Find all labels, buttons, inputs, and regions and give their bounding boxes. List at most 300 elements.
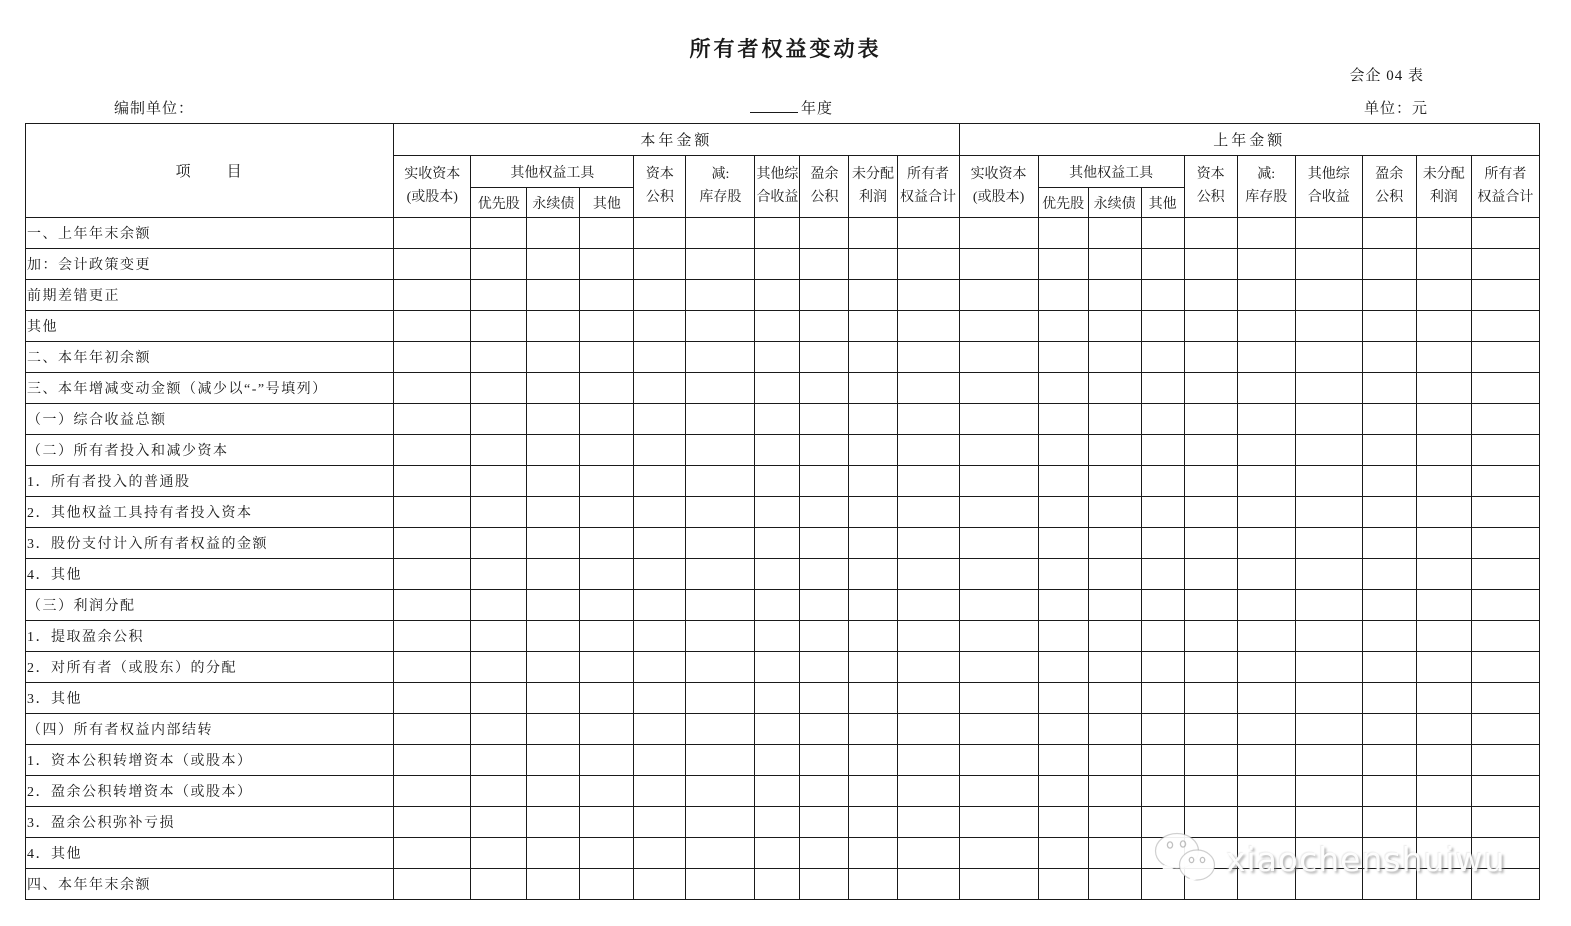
amount-cell — [897, 342, 959, 373]
amount-cell — [394, 559, 471, 590]
amount-cell — [1416, 838, 1471, 869]
amount-cell — [1184, 621, 1237, 652]
table-row — [26, 838, 1540, 869]
amount-cell — [1141, 683, 1184, 714]
amount-cell — [849, 838, 897, 869]
amount-cell — [1295, 373, 1362, 404]
amount-cell — [686, 373, 755, 404]
row-label: （一）综合收益总额 — [26, 404, 394, 435]
table-row — [26, 621, 1540, 652]
amount-cell — [1237, 559, 1295, 590]
amount-cell — [686, 714, 755, 745]
amount-cell — [1295, 838, 1362, 869]
amount-cell — [686, 311, 755, 342]
amount-cell — [580, 311, 634, 342]
amount-cell — [471, 683, 527, 714]
amount-cell — [1295, 342, 1362, 373]
amount-cell — [394, 745, 471, 776]
amount-cell — [1416, 714, 1471, 745]
amount-cell — [527, 342, 580, 373]
amount-cell — [1416, 311, 1471, 342]
amount-cell — [1141, 311, 1184, 342]
amount-cell — [800, 249, 849, 280]
th-other-comprehensive-income-current — [755, 156, 800, 218]
amount-cell — [686, 466, 755, 497]
amount-cell — [634, 745, 686, 776]
amount-cell — [580, 869, 634, 900]
amount-cell — [1471, 435, 1539, 466]
amount-cell — [1362, 342, 1416, 373]
amount-cell — [1471, 745, 1539, 776]
amount-cell — [1184, 249, 1237, 280]
amount-cell — [686, 435, 755, 466]
th-perpetual-bonds-prior: 永续债 — [1088, 188, 1141, 218]
amount-cell — [1362, 373, 1416, 404]
amount-cell — [1237, 435, 1295, 466]
amount-cell — [1184, 342, 1237, 373]
amount-cell — [897, 497, 959, 528]
amount-cell — [1471, 838, 1539, 869]
amount-cell — [959, 280, 1038, 311]
amount-cell — [394, 497, 471, 528]
table-row — [26, 776, 1540, 807]
th-total-owners-equity-current — [897, 156, 959, 218]
amount-cell — [1141, 714, 1184, 745]
prepared-by-label: 编制单位： — [114, 101, 195, 117]
amount-cell — [897, 559, 959, 590]
amount-cell — [1038, 497, 1088, 528]
amount-cell — [755, 621, 800, 652]
amount-cell — [527, 869, 580, 900]
amount-cell — [1141, 776, 1184, 807]
amount-cell — [1416, 249, 1471, 280]
amount-cell — [959, 528, 1038, 559]
amount-cell — [959, 311, 1038, 342]
row-label: 2．盈余公积转增资本（或股本） — [26, 776, 394, 807]
amount-cell — [527, 621, 580, 652]
th-line: 权益合计 — [900, 189, 957, 205]
amount-cell — [1416, 807, 1471, 838]
table-row — [26, 218, 1540, 249]
amount-cell — [1141, 838, 1184, 869]
amount-cell — [1237, 683, 1295, 714]
amount-cell — [959, 683, 1038, 714]
amount-cell — [755, 714, 800, 745]
amount-cell — [527, 559, 580, 590]
row-label: 1．所有者投入的普通股 — [26, 466, 394, 497]
amount-cell — [1038, 435, 1088, 466]
th-line: 减: — [1257, 166, 1276, 182]
amount-cell — [471, 280, 527, 311]
amount-cell — [1038, 838, 1088, 869]
amount-cell — [634, 590, 686, 621]
amount-cell — [1088, 652, 1141, 683]
row-label: 前期差错更正 — [26, 280, 394, 311]
unit-label: 单位：元 — [1363, 101, 1428, 117]
amount-cell — [394, 621, 471, 652]
amount-cell — [634, 466, 686, 497]
amount-cell — [1295, 249, 1362, 280]
th-line: 权益合计 — [1477, 189, 1534, 205]
amount-cell — [527, 466, 580, 497]
table-row — [26, 590, 1540, 621]
th-total-owners-equity-prior — [1471, 156, 1539, 218]
amount-cell — [527, 683, 580, 714]
amount-cell — [1295, 745, 1362, 776]
row-label: 4．其他 — [26, 559, 394, 590]
amount-cell — [394, 683, 471, 714]
amount-cell — [471, 435, 527, 466]
amount-cell — [1038, 714, 1088, 745]
amount-cell — [1362, 745, 1416, 776]
th-line: 未分配 — [1422, 166, 1465, 182]
amount-cell — [580, 559, 634, 590]
amount-cell — [580, 435, 634, 466]
amount-cell — [1416, 497, 1471, 528]
row-label: 2．对所有者（或股东）的分配 — [26, 652, 394, 683]
amount-cell — [1141, 559, 1184, 590]
amount-cell — [897, 869, 959, 900]
amount-cell — [800, 280, 849, 311]
amount-cell — [755, 745, 800, 776]
amount-cell — [755, 776, 800, 807]
row-label: 1．资本公积转增资本（或股本） — [26, 745, 394, 776]
row-label: 四、本年年末余额 — [26, 869, 394, 900]
amount-cell — [1088, 466, 1141, 497]
th-line: (或股本) — [406, 189, 458, 205]
amount-cell — [1237, 838, 1295, 869]
amount-cell — [686, 590, 755, 621]
amount-cell — [634, 838, 686, 869]
amount-cell — [959, 652, 1038, 683]
watermark-text: xiaochenshuiwu — [1226, 840, 1506, 879]
amount-cell — [1038, 342, 1088, 373]
amount-cell — [1471, 342, 1539, 373]
amount-cell — [1088, 683, 1141, 714]
amount-cell — [1141, 280, 1184, 311]
amount-cell — [1141, 497, 1184, 528]
amount-cell — [849, 652, 897, 683]
amount-cell — [1088, 590, 1141, 621]
th-preferred-shares-prior: 优先股 — [1038, 188, 1088, 218]
amount-cell — [527, 404, 580, 435]
amount-cell — [800, 311, 849, 342]
amount-cell — [471, 838, 527, 869]
row-label: 3．股份支付计入所有者权益的金额 — [26, 528, 394, 559]
row-label: 4．其他 — [26, 838, 394, 869]
amount-cell — [1295, 435, 1362, 466]
amount-cell — [959, 435, 1038, 466]
amount-cell — [1416, 621, 1471, 652]
amount-cell — [527, 528, 580, 559]
amount-cell — [1038, 621, 1088, 652]
amount-cell — [1362, 528, 1416, 559]
amount-cell — [527, 249, 580, 280]
amount-cell — [471, 373, 527, 404]
amount-cell — [849, 559, 897, 590]
table-row — [26, 807, 1540, 838]
amount-cell — [1237, 652, 1295, 683]
amount-cell — [527, 311, 580, 342]
amount-cell — [1416, 466, 1471, 497]
amount-cell — [686, 404, 755, 435]
amount-cell — [849, 342, 897, 373]
row-label: 一、上年年末余额 — [26, 218, 394, 249]
amount-cell — [1237, 342, 1295, 373]
amount-cell — [1295, 869, 1362, 900]
th-less-treasury-shares-prior — [1237, 156, 1295, 218]
amount-cell — [471, 869, 527, 900]
amount-cell — [1362, 683, 1416, 714]
amount-cell — [800, 807, 849, 838]
amount-cell — [686, 838, 755, 869]
amount-cell — [471, 652, 527, 683]
amount-cell — [1416, 528, 1471, 559]
amount-cell — [634, 807, 686, 838]
amount-cell — [580, 466, 634, 497]
amount-cell — [634, 404, 686, 435]
table-row — [26, 249, 1540, 280]
amount-cell — [580, 280, 634, 311]
amount-cell — [1038, 559, 1088, 590]
row-label: 1．提取盈余公积 — [26, 621, 394, 652]
amount-cell — [1295, 652, 1362, 683]
amount-cell — [1237, 807, 1295, 838]
amount-cell — [897, 218, 959, 249]
amount-cell — [959, 807, 1038, 838]
amount-cell — [897, 280, 959, 311]
amount-cell — [849, 311, 897, 342]
th-line: 减: — [711, 166, 730, 182]
amount-cell — [755, 807, 800, 838]
amount-cell — [849, 280, 897, 311]
amount-cell — [1141, 590, 1184, 621]
amount-cell — [394, 714, 471, 745]
amount-cell — [527, 714, 580, 745]
row-label: （四）所有者权益内部结转 — [26, 714, 394, 745]
amount-cell — [580, 528, 634, 559]
amount-cell — [800, 435, 849, 466]
amount-cell — [1362, 311, 1416, 342]
amount-cell — [755, 404, 800, 435]
amount-cell — [1088, 714, 1141, 745]
amount-cell — [1295, 466, 1362, 497]
amount-cell — [849, 869, 897, 900]
th-surplus-reserve-prior — [1362, 156, 1416, 218]
amount-cell — [1237, 404, 1295, 435]
amount-cell — [686, 497, 755, 528]
amount-cell — [1471, 652, 1539, 683]
th-line: 盈余 — [810, 166, 839, 182]
row-label: 其他 — [26, 311, 394, 342]
table-row — [26, 497, 1540, 528]
amount-cell — [634, 373, 686, 404]
amount-cell — [580, 838, 634, 869]
amount-cell — [897, 311, 959, 342]
amount-cell — [1416, 373, 1471, 404]
th-paid-in-capital-current — [394, 156, 471, 218]
th-line: 所有者 — [907, 166, 950, 182]
th-capital-reserve-prior — [1184, 156, 1237, 218]
amount-cell — [634, 683, 686, 714]
amount-cell — [959, 342, 1038, 373]
amount-cell — [1362, 435, 1416, 466]
amount-cell — [959, 497, 1038, 528]
row-label: 三、本年增减变动金额（减少以“-”号填列） — [26, 373, 394, 404]
amount-cell — [800, 218, 849, 249]
amount-cell — [1362, 869, 1416, 900]
amount-cell — [471, 528, 527, 559]
amount-cell — [1038, 280, 1088, 311]
amount-cell — [1362, 714, 1416, 745]
amount-cell — [634, 280, 686, 311]
amount-cell — [897, 590, 959, 621]
amount-cell — [1416, 280, 1471, 311]
amount-cell — [1184, 559, 1237, 590]
th-other-equity-instruments-prior: 其他权益工具 — [1038, 156, 1184, 188]
amount-cell — [1141, 528, 1184, 559]
amount-cell — [634, 559, 686, 590]
amount-cell — [634, 528, 686, 559]
row-label: 二、本年年初余额 — [26, 342, 394, 373]
amount-cell — [1416, 869, 1471, 900]
amount-cell — [580, 218, 634, 249]
amount-cell — [1141, 435, 1184, 466]
amount-cell — [1088, 435, 1141, 466]
amount-cell — [471, 714, 527, 745]
amount-cell — [755, 652, 800, 683]
amount-cell — [1471, 807, 1539, 838]
amount-cell — [686, 559, 755, 590]
amount-cell — [959, 869, 1038, 900]
amount-cell — [527, 745, 580, 776]
amount-cell — [1141, 652, 1184, 683]
amount-cell — [1088, 528, 1141, 559]
amount-cell — [1237, 466, 1295, 497]
amount-cell — [755, 435, 800, 466]
amount-cell — [1416, 342, 1471, 373]
table-row — [26, 652, 1540, 683]
amount-cell — [800, 559, 849, 590]
amount-cell — [1295, 807, 1362, 838]
amount-cell — [1088, 869, 1141, 900]
amount-cell — [959, 621, 1038, 652]
amount-cell — [527, 218, 580, 249]
th-perpetual-bonds-current: 永续债 — [527, 188, 580, 218]
amount-cell — [527, 807, 580, 838]
amount-cell — [471, 249, 527, 280]
amount-cell — [1141, 466, 1184, 497]
amount-cell — [959, 838, 1038, 869]
amount-cell — [800, 466, 849, 497]
amount-cell — [959, 373, 1038, 404]
amount-cell — [1295, 218, 1362, 249]
th-other-instruments-current: 其他 — [580, 188, 634, 218]
amount-cell — [1088, 807, 1141, 838]
amount-cell — [849, 776, 897, 807]
th-line: 其他综 — [1307, 166, 1350, 182]
amount-cell — [1088, 497, 1141, 528]
amount-cell — [394, 280, 471, 311]
table-row — [26, 466, 1540, 497]
amount-cell — [1088, 373, 1141, 404]
amount-cell — [580, 776, 634, 807]
amount-cell — [580, 807, 634, 838]
th-line: 其他综 — [756, 166, 799, 182]
amount-cell — [1038, 373, 1088, 404]
amount-cell — [580, 714, 634, 745]
amount-cell — [755, 311, 800, 342]
amount-cell — [1471, 559, 1539, 590]
amount-cell — [1038, 404, 1088, 435]
amount-cell — [1038, 590, 1088, 621]
amount-cell — [755, 218, 800, 249]
amount-cell — [686, 776, 755, 807]
amount-cell — [959, 218, 1038, 249]
amount-cell — [1237, 497, 1295, 528]
row-label: （三）利润分配 — [26, 590, 394, 621]
amount-cell — [1362, 218, 1416, 249]
th-line: 库存股 — [699, 189, 742, 205]
amount-cell — [471, 745, 527, 776]
amount-cell — [849, 621, 897, 652]
amount-cell — [1471, 590, 1539, 621]
amount-cell — [394, 435, 471, 466]
amount-cell — [471, 590, 527, 621]
amount-cell — [1416, 776, 1471, 807]
amount-cell — [800, 714, 849, 745]
amount-cell — [1471, 869, 1539, 900]
th-line: 利润 — [858, 189, 887, 205]
amount-cell — [1088, 280, 1141, 311]
equity-table-head — [26, 124, 1540, 218]
th-line: 资本 — [1196, 166, 1225, 182]
amount-cell — [1237, 311, 1295, 342]
amount-cell — [394, 807, 471, 838]
amount-cell — [897, 652, 959, 683]
amount-cell — [1184, 280, 1237, 311]
amount-cell — [471, 311, 527, 342]
amount-cell — [1416, 590, 1471, 621]
amount-cell — [897, 528, 959, 559]
table-row — [26, 373, 1540, 404]
amount-cell — [471, 218, 527, 249]
row-label: （二）所有者投入和减少资本 — [26, 435, 394, 466]
amount-cell — [959, 404, 1038, 435]
amount-cell — [1184, 807, 1237, 838]
amount-cell — [1038, 776, 1088, 807]
amount-cell — [686, 280, 755, 311]
amount-cell — [580, 745, 634, 776]
amount-cell — [1471, 218, 1539, 249]
year-label: 年度 — [801, 101, 834, 117]
amount-cell — [394, 373, 471, 404]
amount-cell — [1038, 528, 1088, 559]
amount-cell — [394, 249, 471, 280]
amount-cell — [686, 249, 755, 280]
amount-cell — [1038, 652, 1088, 683]
amount-cell — [959, 559, 1038, 590]
equity-table-body — [26, 218, 1540, 900]
amount-cell — [1471, 280, 1539, 311]
amount-cell — [849, 590, 897, 621]
amount-cell — [897, 838, 959, 869]
th-line: 公积 — [645, 189, 674, 205]
amount-cell — [471, 466, 527, 497]
amount-cell — [897, 683, 959, 714]
amount-cell — [394, 838, 471, 869]
amount-cell — [1237, 249, 1295, 280]
